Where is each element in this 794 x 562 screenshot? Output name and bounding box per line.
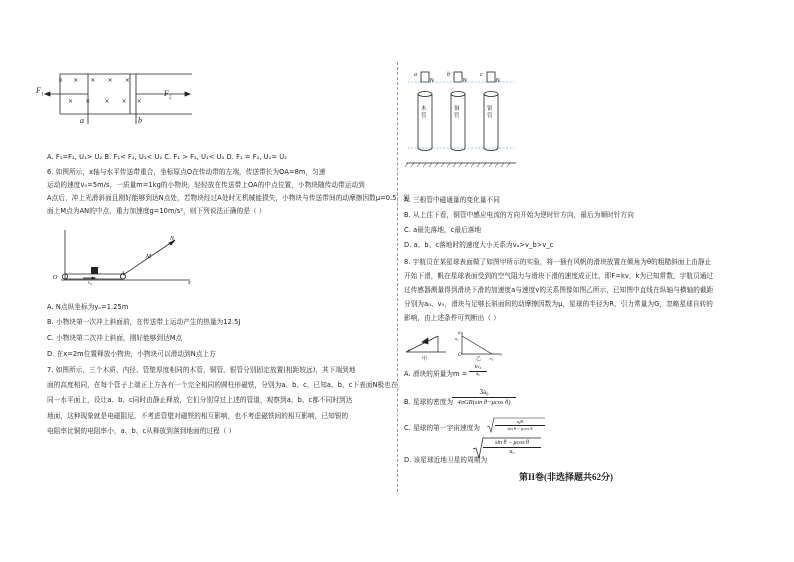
fig3-a: a [414, 72, 418, 78]
fig2-x: x [188, 280, 191, 286]
q6-option-d: D. 在x=2m位置释放小物块，小物块可以滑动到N点上方 [47, 350, 216, 358]
q8-option-a-fraction [469, 365, 487, 378]
q7-line5: 电阻率比铜的电阻率小，a、b、c从释放到落到地面的过程（ ） [47, 427, 236, 435]
label-F1: $F_1$ [36, 86, 44, 98]
fig2-N: N [170, 236, 175, 242]
q8-c-denominator: sin θ − μcos θ [507, 426, 533, 431]
fig2-A: A [121, 271, 125, 277]
fig4-O: O [458, 353, 462, 358]
label-b: b [138, 116, 143, 125]
fig3-c: c [480, 72, 483, 78]
fig4-a0: a₀ [455, 336, 459, 341]
q7-option-c: C. a最先落地，c最后落地 [404, 226, 482, 234]
label-a: a [80, 116, 85, 125]
q8-option-d: D. 该星球近地卫星的周期为 [404, 456, 488, 464]
field-x-row1: × × × × × [58, 77, 130, 84]
q8-d-denominator: a₀ [509, 449, 515, 455]
q8-option-b-fraction [452, 388, 516, 407]
fig3-N1: N [430, 78, 434, 84]
q7-line4: 地面，这种现象就是电磁阻尼，不考虑管壁对磁铁的相互影响，也不考虑磁铁间的相互影响，已知银的 [47, 412, 349, 420]
column-divider [397, 62, 398, 492]
fig2-O: O [53, 275, 58, 281]
q8-line3: 过传感器测量得到滑块下滑的加速度a与速度v的关系图像如图乙所示，已知图中直线在纵轴与横轴的截距 [404, 286, 714, 294]
fig3-N3: N [496, 78, 500, 84]
q8-option-c: C. 星球的第一宇宙速度为 [404, 424, 481, 432]
q8-a-denominator: a₀ [476, 372, 480, 377]
q6-option-a: A. N点纵坐标为yₙ=1.25m [47, 303, 129, 311]
q8-option-b: B. 星球的密度为 [404, 398, 454, 406]
q8-c-numerator: a₀R [495, 419, 545, 426]
fig3-N2: N [463, 78, 467, 84]
q8-line4: 分别为a₀、v₀，滑块与足够长斜面间的动摩擦因数为μ，星球的半径为R，引力常量为G，忽略星球自转的 [404, 300, 713, 308]
q8-line1: 8. 宇航员在某星球表面做了如图甲所示的实验，将一插有风帆的滑块放置在倾角为θ的粗糙斜面上由静止 [404, 258, 712, 266]
q8-a-numerator: kv₀ [469, 365, 487, 372]
fig4-theta: θ [408, 348, 411, 353]
q7-option-b: B. 从上往下看，铜管中感应电流的方向开始为逆时针方向，最后为顺时针方向 [404, 211, 634, 219]
fig4-v: v [500, 353, 503, 358]
fig2-M: M [146, 254, 152, 260]
fig3-b: b [447, 72, 451, 78]
q6-line2: 运动的速度v₀=5m/s，一质量m=1kg的小物块，轻轻放在传送带上OA的中点位置，小物块随传动带运动到 [47, 181, 365, 189]
q7-option-d: D. a、b、c落地时的速度大小关系为vₐ>v_b>v_c [404, 241, 554, 249]
field-x-row2: × × × × × [68, 98, 142, 105]
q8-option-d-fraction [483, 439, 541, 456]
q8-b-denominator: 4πGR(sin θ−μcos θ) [457, 399, 511, 406]
q6-line3: A点后，冲上光滑斜面且刚好能够到达N点处，若物块经过A处时无机械能损失，小物块与传送带间的动摩擦因数μ=0.5，斜 [47, 194, 410, 202]
q5-options: A. F₁=F₂, U₁> U₂ B. F₁< F₂, U₁< U₂ C. F₁ > F₂, U₁< U₂ D. F₁ = F₂, U₁= U₂ [47, 153, 287, 161]
fig2-v0: v₀ [88, 281, 93, 286]
q8-line5: 影响，由上述条件可判断出（ ） [404, 314, 500, 322]
q7-line1: 7. 如图所示，三个木质、内径、管壁厚度相同的木管，铜管，银管分别固定放置(相距较远)，其下端到地 [47, 366, 356, 374]
label-F2: $F_2$ [164, 89, 172, 101]
q8-d-numerator: sin θ − μcos θ [483, 439, 541, 448]
q8-b-numerator: 3a₀ [452, 388, 516, 398]
q6-option-c: C. 小物块第二次冲上斜面，刚好能够到达M点 [47, 334, 183, 342]
q7-option-a: A. 三根管中磁通量的变化量不同 [404, 196, 500, 204]
q8-option-a: A. 滑块的质量为m = [404, 370, 468, 378]
q6-line4: 面上M点为AN的中点，重力加速度g=10m/s²，则下列说法正确的是（ ） [47, 207, 266, 215]
fig4-label-jia: 甲 [422, 356, 428, 362]
fig4-a: a [458, 331, 461, 336]
fig4-v0: v₀ [490, 356, 494, 361]
section-title: 第II卷(非选择题共62分) [519, 472, 613, 482]
q7-line3: 同一水平面上，设让a、b、c同时由静止释放，它们分别穿过上述的管道，观察到a、b、c都不同时到达 [47, 396, 353, 404]
fig3-tube1-label: 木管 [421, 106, 427, 119]
incline-sail-and-graph-figure [404, 330, 504, 362]
q7-line2: 面的高度相同，在每个管子上端正上方各有一个完全相同的圆柱形磁铁，分别为a、b、c，已知a、b、c下表面N极也在 [47, 381, 398, 389]
fig3-tube3-label: 银管 [487, 106, 493, 119]
q6-option-b: B. 小物块第一次冲上斜面前，在传送带上运动产生的热量为12.5J [47, 318, 241, 326]
fig3-tube2-label: 铜管 [454, 106, 460, 119]
q8-line2: 开始下滑，帆在星球表面受到的空气阻力与滑块下滑的速度成正比，即F=kv，k为已知常数，宇航员通过 [404, 272, 714, 280]
q6-line1: 6. 如图所示，x轴与水平传送带重合，坐标原点O在传动带的左端，传送带长为OA=8m，匀速 [47, 168, 326, 176]
q8-option-c-fraction [495, 419, 545, 432]
fig4-label-yi: 乙 [476, 356, 482, 362]
